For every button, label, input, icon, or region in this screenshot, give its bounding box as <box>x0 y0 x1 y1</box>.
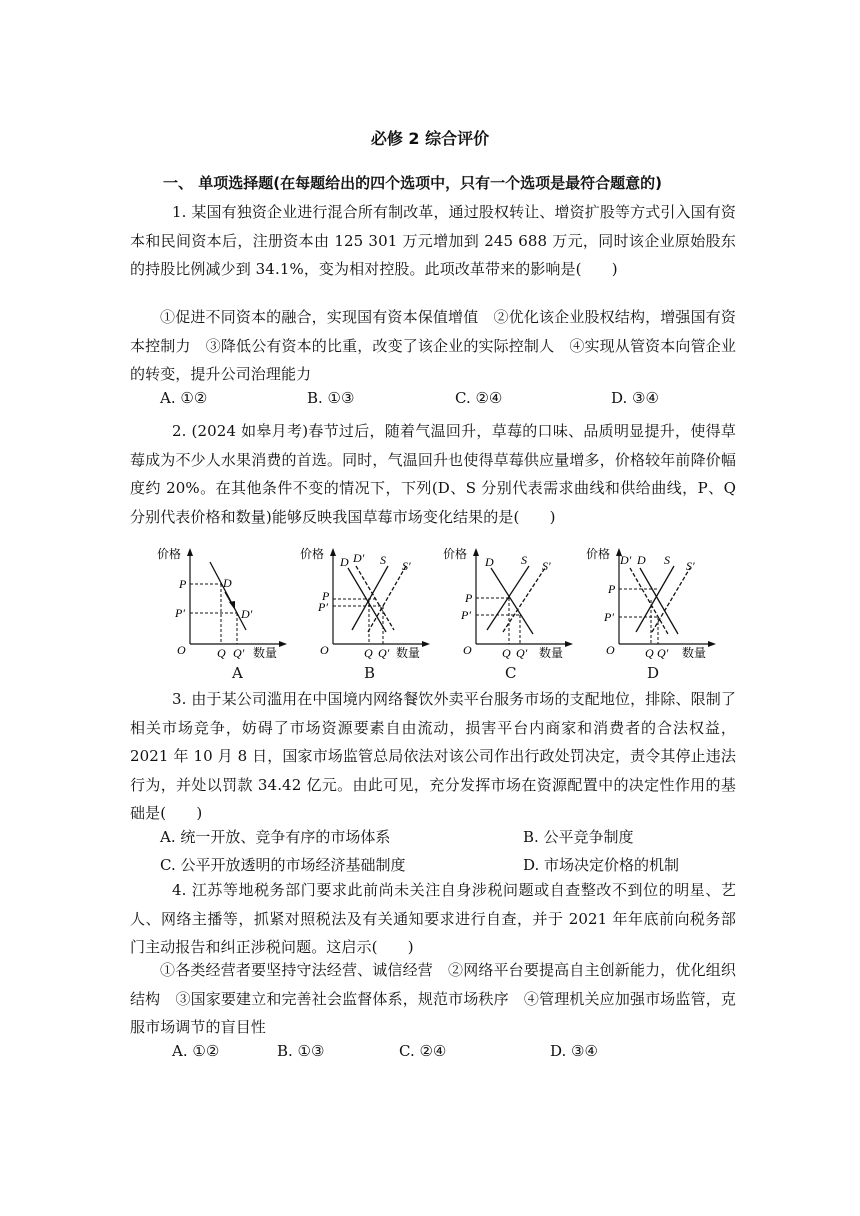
question-3-option-a[interactable]: A. 统一开放、竞争有序的市场体系 <box>160 828 391 846</box>
supply-curve <box>352 566 388 630</box>
x-axis-arrow <box>279 641 287 647</box>
graph-d-svg <box>584 540 724 660</box>
label-s: S <box>380 553 386 567</box>
graph-c-svg <box>441 540 581 660</box>
graph-c <box>441 540 581 664</box>
label-p: P <box>608 582 616 596</box>
label-q-prime: Q′ <box>378 646 390 660</box>
y-axis-arrow <box>473 548 479 556</box>
question-4-stem <box>130 876 736 962</box>
demand-curve <box>491 568 533 634</box>
graph-a-svg <box>155 540 295 660</box>
question-1-stem-text: 1. 某国有独资企业进行混合所有制改革，通过股权转让、增资扩股等方式引入国有资本和民间资本后，注册资本由 125 301 万元增加到 245 688 万元，同时该企业原始股东的持股比例减少到 34.1%，变为相对控股。此项改革带来的影响是( ) <box>130 203 736 278</box>
label-s: S <box>521 553 527 567</box>
x-axis-arrow <box>708 641 716 647</box>
question-3-option-d[interactable]: D. 市场决定价格的机制 <box>523 856 680 874</box>
graph-a-letter[interactable]: A <box>232 664 243 682</box>
label-s-prime: S′ <box>402 559 411 573</box>
question-1-stem <box>130 198 736 284</box>
page-title: 必修 2 综合评价 <box>370 129 490 148</box>
label-d-prime: D′ <box>241 607 253 621</box>
label-d-prime: D′ <box>353 551 365 565</box>
question-1-option-d[interactable]: D. ③④ <box>611 389 659 407</box>
demand-curve <box>348 568 386 632</box>
price-axis-label: 价格 <box>443 547 468 561</box>
question-1-items <box>130 303 736 389</box>
label-q-prime: Q′ <box>233 646 245 660</box>
question-4-items-text: ①各类经营者要坚持守法经营、诚信经营 ②网络平台要提高自主创新能力，优化组织结构 ③国家要建立和完善社会监督体系，规范市场秩序 ④管理机关应加强市场监管，克服市场调节的盲目性 <box>130 961 736 1036</box>
section-heading: 一、 单项选择题(在每题给出的四个选项中，只有一个选项是最符合题意的) <box>163 174 662 192</box>
question-1-items-text: ①促进不同资本的融合，实现国有资本保值增值 ②优化该企业股权结构，增强国有资本控制力 ③降低公有资本的比重，改变了该企业的实际控制人 ④实现从管资本向管企业的转变，提升公司治理能力 <box>130 308 736 383</box>
question-1-option-c[interactable]: C. ②④ <box>455 389 503 407</box>
question-3-option-b[interactable]: B. 公平竞争制度 <box>523 828 634 846</box>
label-d: D <box>485 555 494 569</box>
graph-b <box>298 540 438 664</box>
label-q: Q <box>217 646 226 660</box>
question-4-option-d[interactable]: D. ③④ <box>550 1042 598 1060</box>
question-2-stem-text: 2. (2024 如皋月考)春节过后，随着气温回升，草莓的口味、品质明显提升，使得草莓成为不少人水果消费的首选。同时，气温回升也使得草莓供应量增多，价格较年前降价幅度约 20%。在其他条件不变的情况下，下列(D、S 分别代表需求曲线和供给曲线，P、Q 分别代表价格和数量)能够反映我国草莓市场变化结果的是( ) <box>130 422 736 526</box>
label-p-prime: P′ <box>604 610 614 624</box>
label-q: Q <box>645 646 654 660</box>
origin-label: O <box>463 643 472 657</box>
demand-curve-shifted <box>630 568 668 634</box>
quantity-axis-label: 数量 <box>396 646 421 660</box>
label-p: P <box>465 591 473 605</box>
label-d-prime: D′ <box>620 553 632 567</box>
question-1-option-a[interactable]: A. ①② <box>160 389 208 407</box>
label-p-prime: P′ <box>318 600 328 614</box>
x-axis-arrow <box>565 641 573 647</box>
graph-a <box>155 540 295 664</box>
question-4-stem-text: 4. 江苏等地税务部门要求此前尚未关注自身涉税问题或自查整改不到位的明星、艺人、网络主播等，抓紧对照税法及有关通知要求进行自查，并于 2021 年年底前向税务部门主动报告和纠正涉税问题。这启示( ) <box>130 881 736 956</box>
price-axis-label: 价格 <box>157 547 182 561</box>
origin-label: O <box>606 643 615 657</box>
label-p-prime: P′ <box>461 608 471 622</box>
origin-label: O <box>320 643 329 657</box>
graph-c-letter[interactable]: C <box>505 664 517 682</box>
graph-b-svg <box>298 540 438 660</box>
label-q-prime: Q′ <box>516 646 528 660</box>
question-3-stem-text: 3. 由于某公司滥用在中国境内网络餐饮外卖平台服务市场的支配地位，排除、限制了相关市场竞争，妨碍了市场资源要素自由流动，损害平台内商家和消费者的合法权益，2021 年 10 月 8 日，国家市场监管总局依法对该公司作出行政处罚决定，责令其停止违法行为，并处以罚款 34.42 亿元。由此可见，充分发挥市场在资源配置中的决定性作用的基础是( ) <box>130 690 736 822</box>
shift-arrow-head <box>229 601 235 610</box>
question-3-option-c[interactable]: C. 公平开放透明的市场经济基础制度 <box>160 856 406 874</box>
question-4-option-b[interactable]: B. ①③ <box>277 1042 325 1060</box>
quantity-axis-label: 数量 <box>682 646 707 660</box>
label-q: Q <box>364 646 373 660</box>
question-4-option-a[interactable]: A. ①② <box>172 1042 220 1060</box>
question-2-stem <box>130 417 736 531</box>
y-axis-arrow <box>330 548 336 556</box>
graph-d <box>584 540 724 664</box>
label-d: D <box>340 555 349 569</box>
question-4-option-c[interactable]: C. ②④ <box>399 1042 447 1060</box>
question-3-stem <box>130 685 736 828</box>
question-4-items <box>130 956 736 1042</box>
supply-curve <box>636 566 674 632</box>
price-axis-label: 价格 <box>586 547 611 561</box>
x-axis-arrow <box>422 641 430 647</box>
graph-b-letter[interactable]: B <box>364 664 376 682</box>
graph-d-letter[interactable]: D <box>647 664 660 682</box>
question-1-option-b[interactable]: B. ①③ <box>307 389 355 407</box>
label-p-prime: P′ <box>175 606 185 620</box>
y-axis-arrow <box>187 548 193 556</box>
label-s-prime: S′ <box>686 559 695 573</box>
origin-label: O <box>177 643 186 657</box>
label-p: P <box>179 577 187 591</box>
label-d: D <box>637 553 646 567</box>
label-p: P <box>322 589 330 603</box>
price-axis-label: 价格 <box>300 547 325 561</box>
label-s-prime: S′ <box>542 559 551 573</box>
label-q: Q <box>502 646 511 660</box>
label-s: S <box>664 553 670 567</box>
label-d: D <box>223 576 232 590</box>
quantity-axis-label: 数量 <box>539 646 564 660</box>
demand-curve <box>640 568 678 634</box>
label-q-prime: Q′ <box>657 646 669 660</box>
quantity-axis-label: 数量 <box>253 646 278 660</box>
